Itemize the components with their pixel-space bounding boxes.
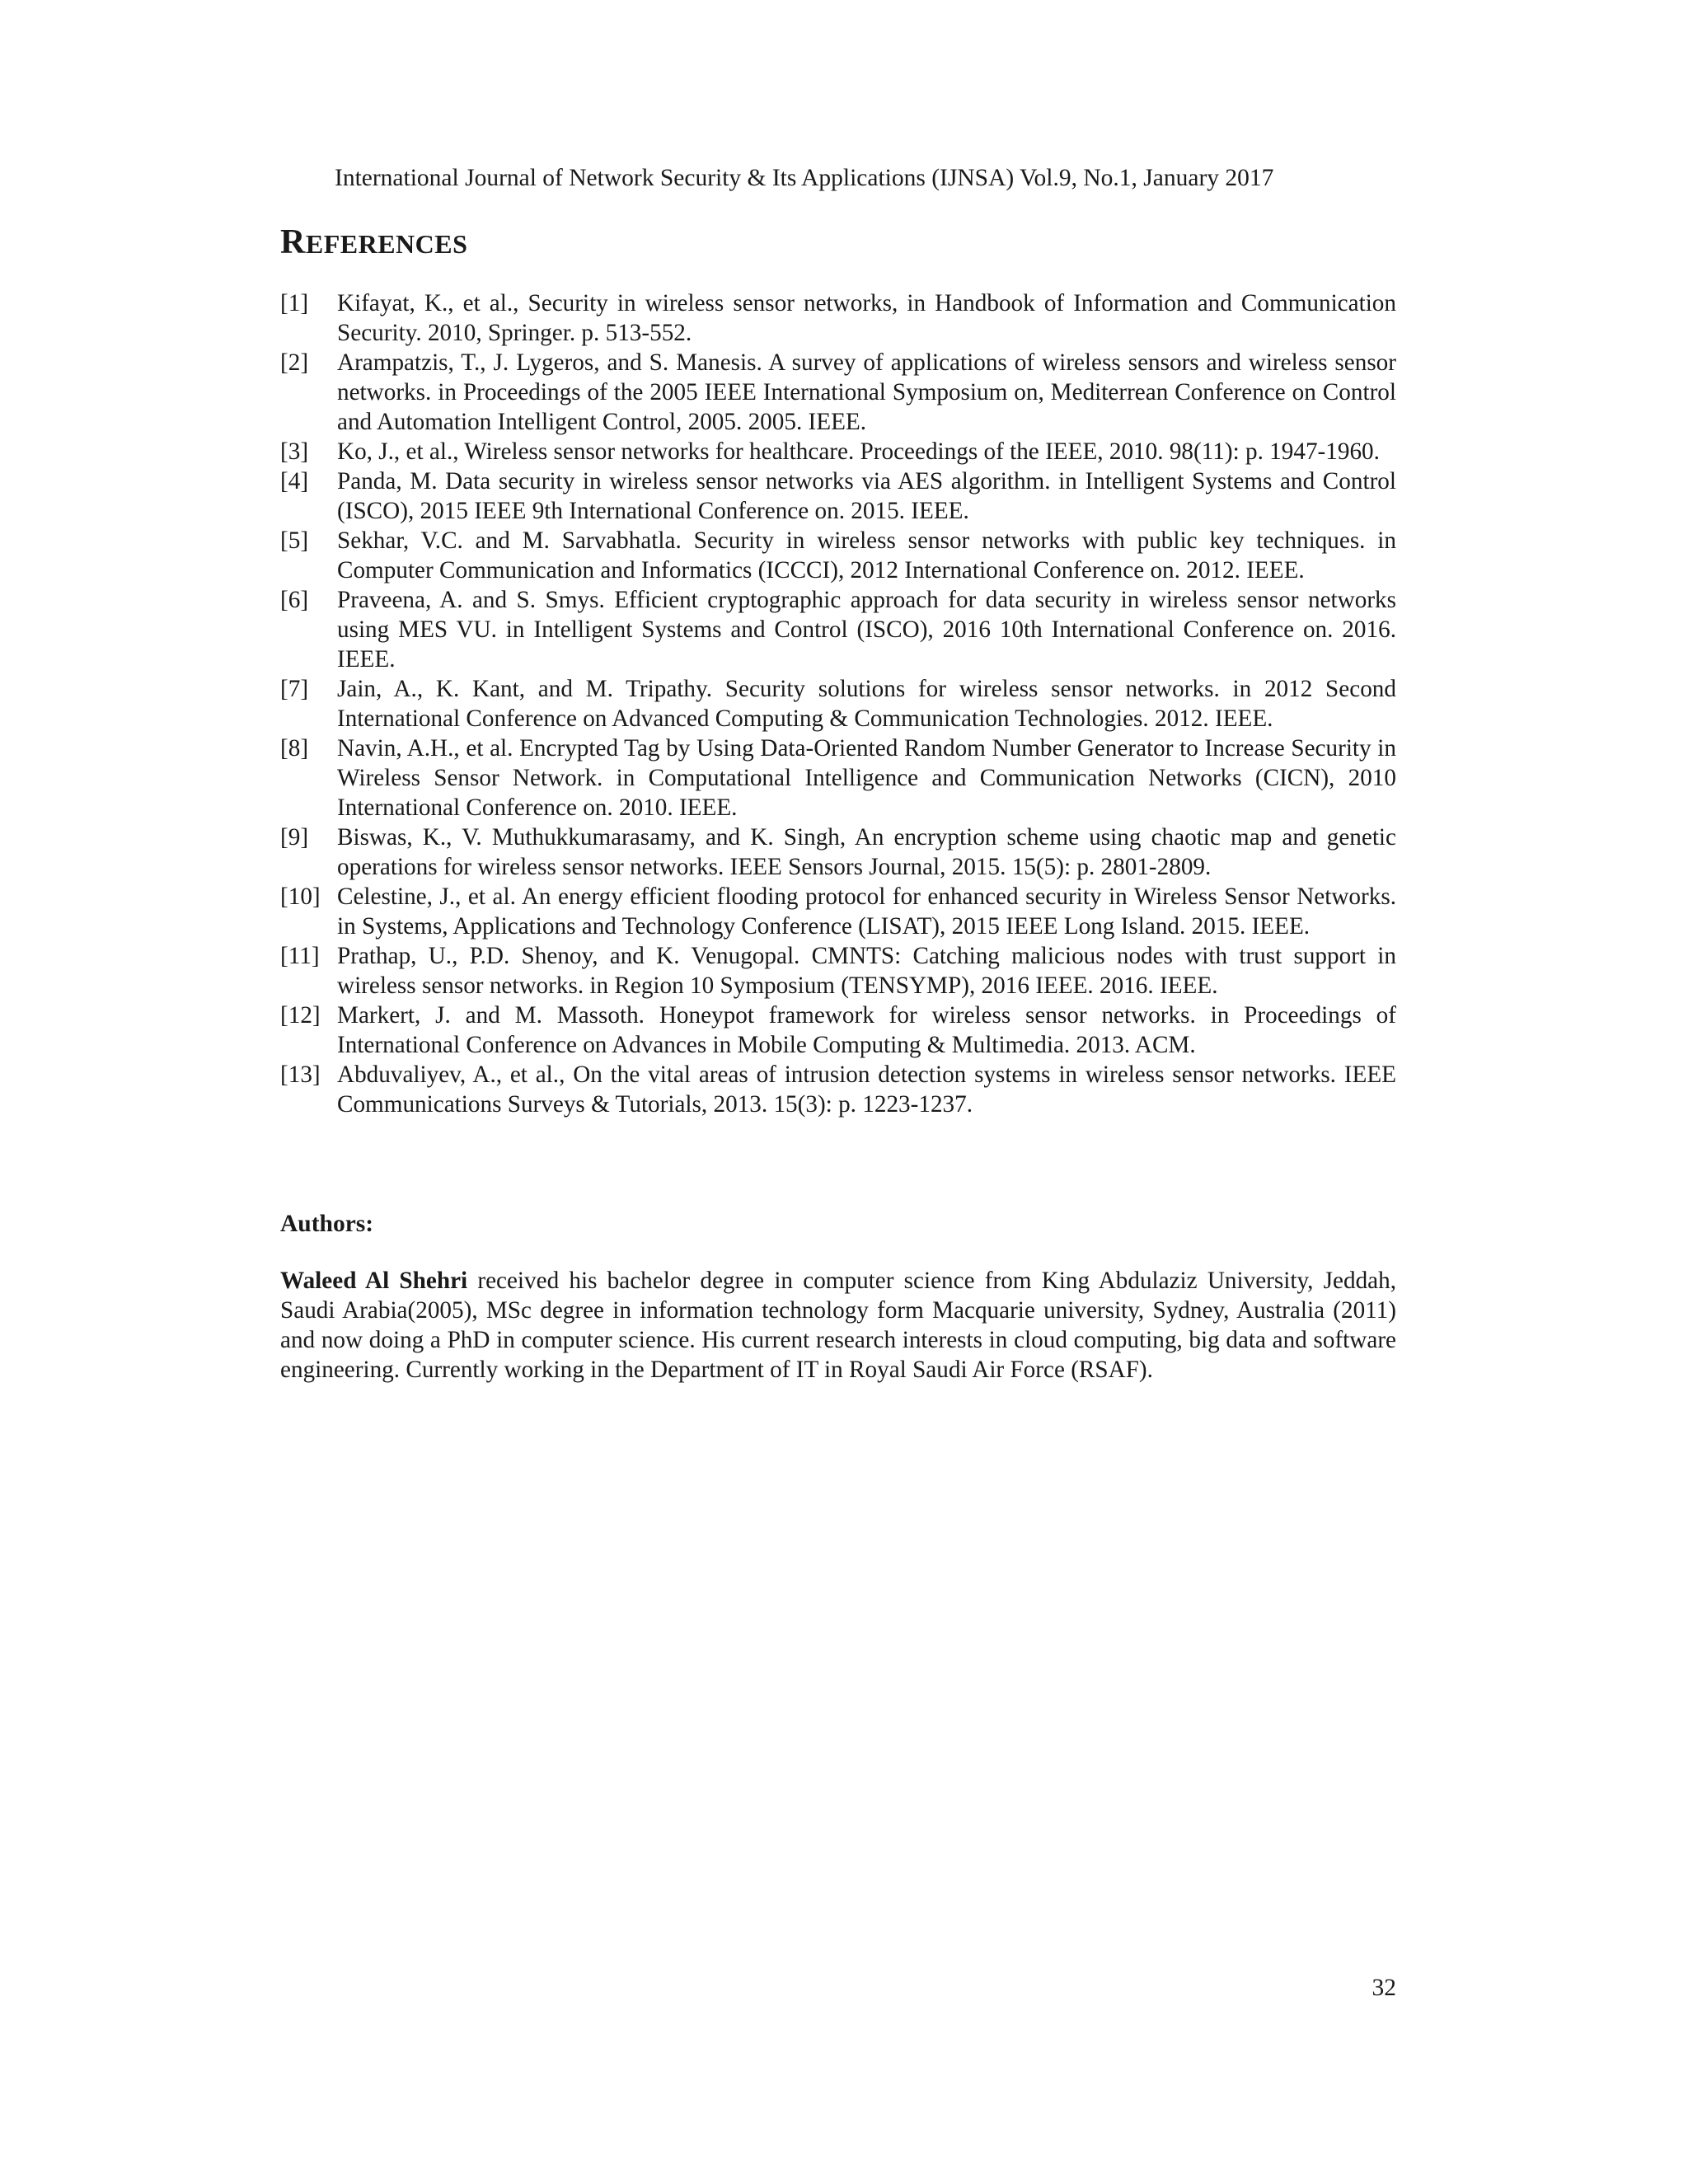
authors-heading: Authors: <box>280 1211 374 1237</box>
reference-text: Celestine, J., et al. An energy efficient flooding protocol for enhanced security in Wireless Sensor Networks. in Systems, Applications and Technology Conference (LISAT), 2015 IEEE Long Island. 2015. IEEE. <box>337 883 1396 940</box>
reference-text: Ko, J., et al., Wireless sensor networks for healthcare. Proceedings of the IEEE, 2010. 98(11): p. 1947-1960. <box>337 438 1380 465</box>
reference-text: Abduvaliyev, A., et al., On the vital areas of intrusion detection systems in wireless sensor networks. IEEE Communications Surveys & Tutorials, 2013. 15(3): p. 1223-1237. <box>337 1062 1396 1118</box>
reference-item <box>280 674 1396 733</box>
reference-text: Arampatzis, T., J. Lygeros, and S. Manesis. A survey of applications of wireless sensors and wireless sensor networks. in Proceedings of the 2005 IEEE International Symposium on, Mediterrean Conference on Control and Automation Intelligent Control, 2005. 2005. IEEE. <box>337 349 1396 435</box>
running-header: International Journal of Network Security & Its Applications (IJNSA) Vol.9, No.1, January 2017 <box>335 165 1274 191</box>
reference-text: Panda, M. Data security in wireless sensor networks via AES algorithm. in Intelligent Systems and Control (ISCO), 2015 IEEE 9th International Conference on. 2015. IEEE. <box>337 468 1396 524</box>
reference-text: Navin, A.H., et al. Encrypted Tag by Using Data-Oriented Random Number Generator to Increase Security in Wireless Sensor Network. in Computational Intelligence and Communication Networks (CICN), 2010 International Conference on. 2010. IEEE. <box>337 735 1396 821</box>
reference-number: [11] <box>280 943 320 969</box>
reference-item <box>280 526 1396 585</box>
reference-item <box>280 1060 1396 1119</box>
reference-text: Praveena, A. and S. Smys. Efficient cryptographic approach for data security in wireless sensor networks using MES VU. in Intelligent Systems and Control (ISCO), 2016 10th International Conference on. 2016. IEEE. <box>337 587 1396 673</box>
reference-item <box>280 437 1396 466</box>
reference-number: [8] <box>280 735 309 762</box>
reference-text: Prathap, U., P.D. Shenoy, and K. Venugopal. CMNTS: Catching malicious nodes with trust support in wireless sensor networks. in Region 10 Symposium (TENSYMP), 2016 IEEE. 2016. IEEE. <box>337 943 1396 999</box>
reference-number: [6] <box>280 587 309 613</box>
reference-number: [9] <box>280 824 309 851</box>
reference-text: Kifayat, K., et al., Security in wireless sensor networks, in Handbook of Information and Communication Security. 2010, Springer. p. 513-552. <box>337 290 1396 346</box>
reference-text: Biswas, K., V. Muthukkumarasamy, and K. Singh, An encryption scheme using chaotic map and genetic operations for wireless sensor networks. IEEE Sensors Journal, 2015. 15(5): p. 2801-2809. <box>337 824 1396 880</box>
author-bio-text: received his bachelor degree in computer science from King Abdulaziz University, Jeddah, Saudi Arabia(2005), MSc degree in information technology form Macquarie university, Sydney, Australia (2011) and now doing a PhD in computer science. His current research interests in cloud computing, big data and software engineering. Currently working in the Department of IT in Royal Saudi Air Force (RSAF). <box>280 1268 1397 1383</box>
reference-number: [13] <box>280 1062 321 1088</box>
reference-item <box>280 348 1396 437</box>
reference-number: [2] <box>280 349 309 376</box>
reference-list <box>280 288 1396 1119</box>
reference-number: [10] <box>280 883 321 910</box>
author-bio <box>280 1266 1396 1385</box>
references-heading-initial: R <box>280 223 306 261</box>
reference-number: [3] <box>280 438 309 465</box>
reference-number: [7] <box>280 676 309 702</box>
reference-item <box>280 466 1396 526</box>
reference-text: Markert, J. and M. Massoth. Honeypot framework for wireless sensor networks. in Proceedings of International Conference on Advances in Mobile Computing & Multimedia. 2013. ACM. <box>337 1002 1396 1058</box>
reference-item <box>280 941 1396 1001</box>
reference-number: [12] <box>280 1002 321 1029</box>
reference-item <box>280 288 1396 348</box>
reference-item <box>280 733 1396 823</box>
references-heading-rest: EFERENCES <box>305 229 468 259</box>
reference-number: [5] <box>280 527 309 554</box>
reference-text: Sekhar, V.C. and M. Sarvabhatla. Security in wireless sensor networks with public key techniques. in Computer Communication and Informatics (ICCCI), 2012 International Conference on. 2012. IEEE. <box>337 527 1396 583</box>
reference-text: Jain, A., K. Kant, and M. Tripathy. Security solutions for wireless sensor networks. in 2012 Second International Conference on Advanced Computing & Communication Technologies. 2012. IEEE. <box>337 676 1396 732</box>
references-heading <box>280 224 467 262</box>
page-number: 32 <box>1372 1975 1396 2001</box>
reference-number: [4] <box>280 468 309 494</box>
reference-item <box>280 882 1396 941</box>
reference-item <box>280 585 1396 674</box>
reference-item <box>280 823 1396 882</box>
reference-item <box>280 1001 1396 1060</box>
reference-number: [1] <box>280 290 309 316</box>
author-name: Waleed Al Shehri <box>280 1268 468 1294</box>
